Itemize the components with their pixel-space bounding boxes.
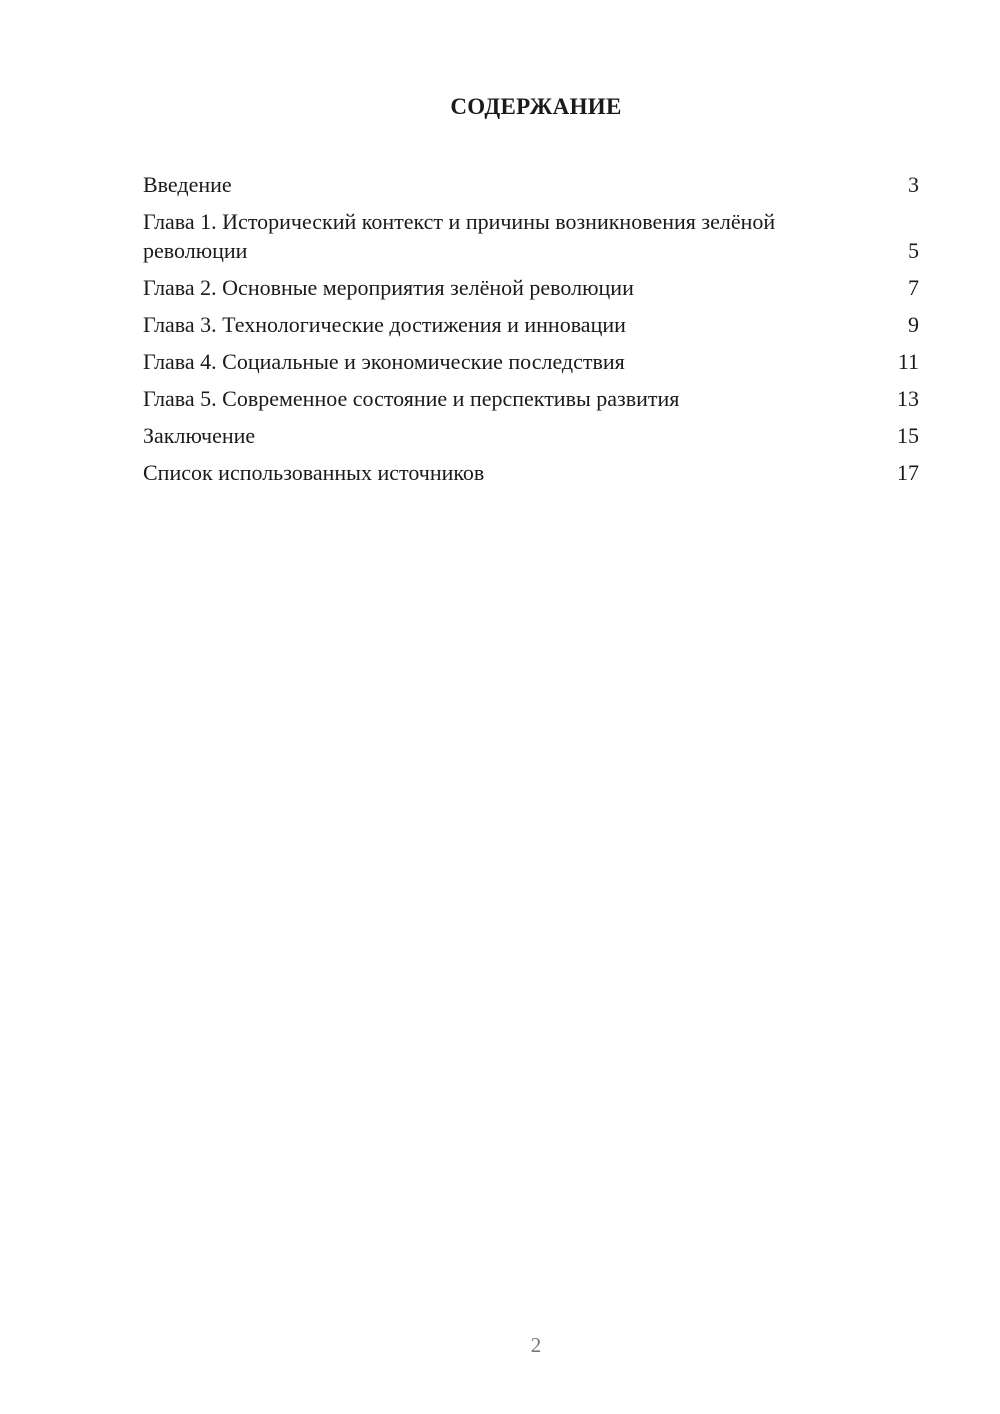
toc-entry xyxy=(143,421,919,458)
toc-entry-title: Глава 2. Основные мероприятия зелёной революции xyxy=(143,275,634,300)
toc-entry xyxy=(143,170,919,207)
toc-entry xyxy=(143,347,919,384)
toc-entry xyxy=(143,273,919,310)
toc-entry-title: Глава 1. Исторический контекст и причины возникновения зелёной революции xyxy=(143,209,776,263)
toc-entry-page: 15 xyxy=(897,423,919,448)
toc-entry-page: 9 xyxy=(908,312,919,337)
toc-entry-page: 3 xyxy=(908,172,919,197)
toc-entry-title: Глава 5. Современное состояние и перспективы развития xyxy=(143,386,680,411)
toc-entry xyxy=(143,384,919,421)
toc-entry xyxy=(143,310,919,347)
toc-heading: СОДЕРЖАНИЕ xyxy=(450,94,622,119)
toc-entry-page: 11 xyxy=(897,349,919,374)
toc-entry xyxy=(143,207,919,273)
toc-entry-title: Введение xyxy=(143,172,232,197)
toc-entry-title: Список использованных источников xyxy=(143,460,485,485)
toc-entry-title: Глава 4. Социальные и экономические последствия xyxy=(143,349,625,374)
toc-entry xyxy=(143,458,919,495)
toc-entry-title: Заключение xyxy=(143,423,256,448)
page-number: 2 xyxy=(530,1333,542,1357)
toc-entry-page: 13 xyxy=(897,386,919,411)
toc-entry-title: Глава 3. Технологические достижения и инновации xyxy=(143,312,626,337)
toc-entry-page: 7 xyxy=(908,275,919,300)
table-of-contents xyxy=(143,170,919,495)
toc-entry-page: 17 xyxy=(897,460,919,485)
toc-entry-page: 5 xyxy=(908,238,919,263)
